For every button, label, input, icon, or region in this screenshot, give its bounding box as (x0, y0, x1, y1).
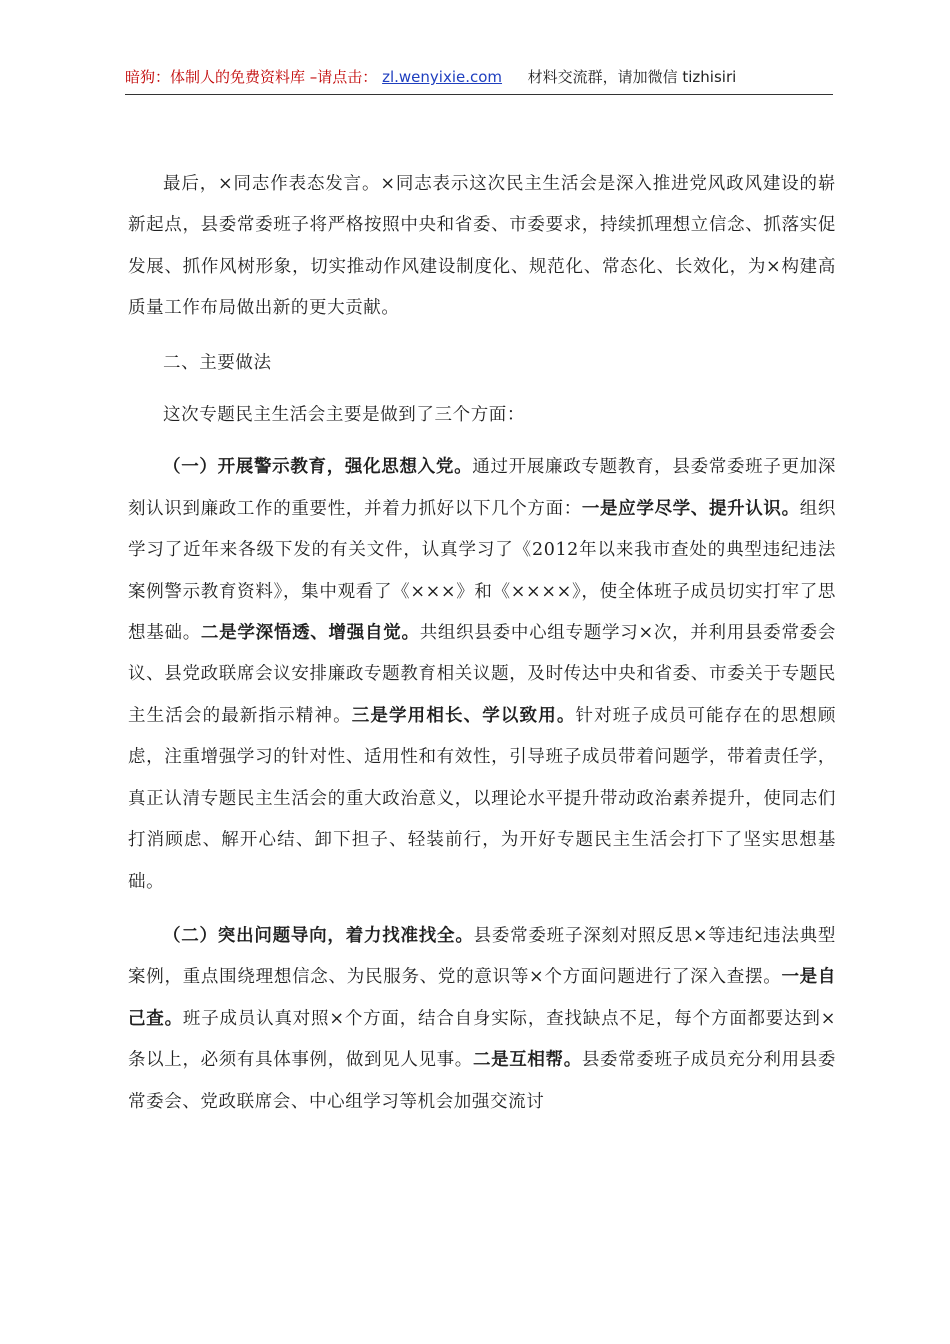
section-1-text-4: 针对班子成员可能存在的思想顾虑，注重增强学习的针对性、适用性和有效性，引导班子成员带着问题学，带着责任学，真正认清专题民主生活会的重大政治意义，以理论水平提升带动政治素养提升，使同志们打消顾虑、解开心结、卸下担子、轻装前行，为开好专题民主生活会打下了坚实思想基础。 (128, 705, 836, 892)
section-2-point-2: 二是互相帮。 (472, 1050, 582, 1071)
header-prompt: –请点击： (309, 68, 378, 86)
section-1-text-1: 通过开展廉政专题教育，县委常委班子更加深刻认识到廉政工作的重要性，并着力抓好以下几个方面： (128, 457, 837, 519)
header-divider (125, 94, 833, 95)
section-2-text-3: 县委常委班子成员充分利用县委常委会、党政联席会、中心组学习等机会加强交流讨 (128, 1050, 836, 1112)
section-1-point-1: 一是应学尽学、提升认识。 (581, 498, 800, 519)
header-title: 暗狗：体制人的免费资料库 (125, 68, 306, 86)
section-1-text-2: 组织学习了近年来各级下发的有关文件，认真学习了《2012年以来我市查处的典型违纪违法案例警示教育资料》，集中观看了《×××》和《××××》，使全体班子成员切实打牢了思想基础。 (128, 498, 837, 644)
section-2-point-1: 一是自己查。 (128, 967, 836, 1029)
section-2-title: （二）突出问题导向，着力找准找全。 (163, 925, 474, 946)
section-1-title: （一）开展警示教育，强化思想入党。 (163, 457, 473, 478)
paragraph-intro: 这次专题民主生活会主要是做到了三个方面： (163, 405, 525, 426)
header-contact: 材料交流群，请加微信 tizhisiri (527, 68, 737, 86)
document-body (128, 164, 836, 1136)
section-1-text-3: 共组织县委中心组专题学习×次，并利用县委常委会议、县党政联席会议安排廉政专题教育相关议题，及时传达中央和省委、市委关于专题民主生活会的最新指示精神。 (128, 623, 836, 726)
paragraph-closing-remarks: 最后，×同志作表态发言。×同志表示这次民主生活会是深入推进党风政风建设的崭新起点，县委常委班子将严格按照中央和省委、市委要求，持续抓理想立信念、抓落实促发展、抓作风树形象，切实推动作风建设制度化、规范化、常态化、长效化，为×构建高质量工作布局做出新的更大贡献。 (128, 174, 836, 319)
section-2-text-2: 班子成员认真对照×个方面，结合自身实际，查找缺点不足，每个方面都要达到×条以上，必须有具体事例，做到见人见事。 (128, 1008, 836, 1071)
page-header (125, 66, 833, 88)
paragraph-section-1 (128, 447, 836, 902)
section-heading: 二、主要做法 (163, 352, 272, 373)
section-1-point-3: 三是学用相长、学以致用。 (351, 705, 576, 726)
header-link[interactable]: zl.wenyixie.com (382, 68, 503, 86)
paragraph-section-2 (128, 916, 836, 1123)
section-2-text-1: 县委常委班子深刻对照反思×等违纪违法典型案例，重点围绕理想信念、为民服务、党的意识等×个方面问题进行了深入查摆。 (128, 925, 836, 988)
section-1-point-2: 二是学深悟透、增强自觉。 (200, 623, 420, 644)
